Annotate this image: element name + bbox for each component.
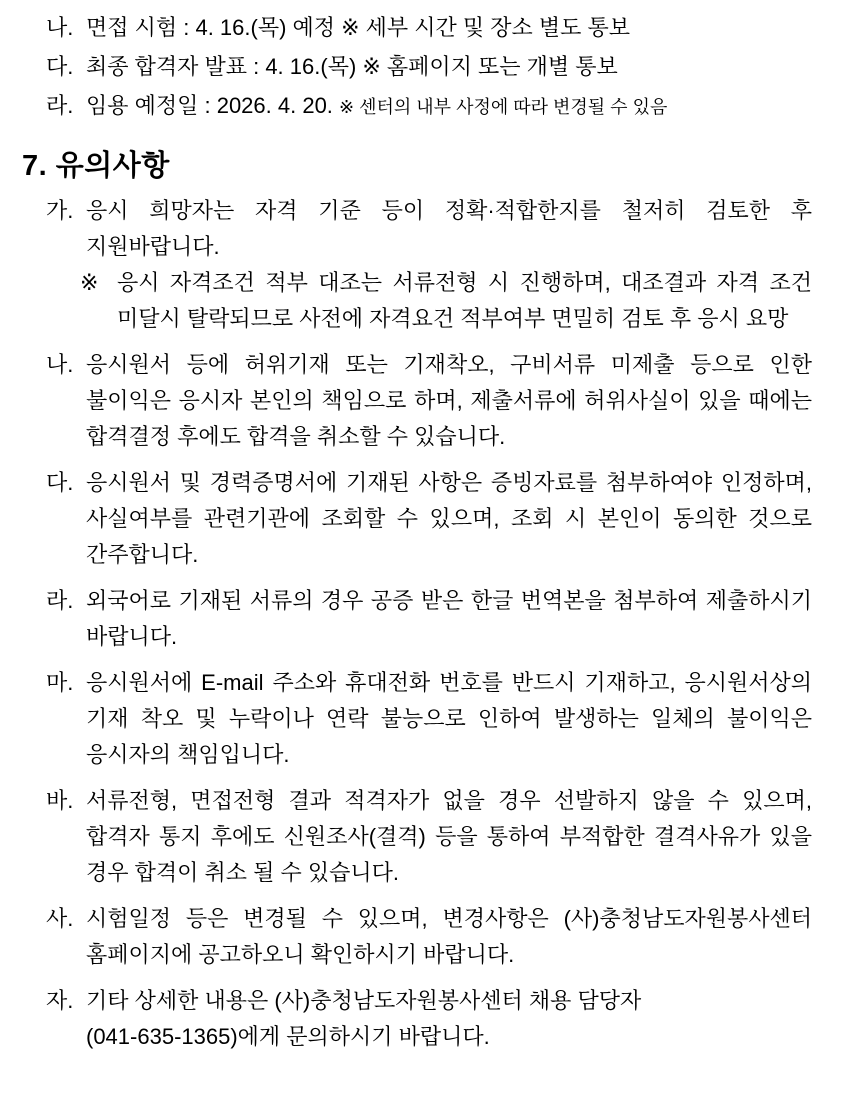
schedule-label: 다. [46,54,74,79]
reference-mark-icon: ※ [80,270,99,295]
schedule-label: 라. [46,93,74,118]
item-text: 응시원서 등에 허위기재 또는 기재착오, 구비서류 미제출 등으로 인한 불이익은 응시자 본인의 책임으로 하며, 제출서류에 허위사실이 있을 때에는 합격결정 후에도 합격을 취소할 수 있습니다. [86,352,812,449]
item-label: 다. [46,470,74,495]
schedule-text: 최종 합격자 발표 : 4. 16.(목) ※ 홈페이지 또는 개별 통보 [86,54,618,79]
item-text: 응시원서 및 경력증명서에 기재된 사항은 증빙자료를 첨부하여야 인정하며, 사실여부를 관련기관에 조회할 수 있으며, 조회 시 본인이 동의한 것으로 간주합니다. [86,470,812,567]
notice-sub-item [0,265,812,337]
notice-item [0,583,812,655]
item-text: 서류전형, 면접전형 결과 적격자가 없을 경우 선발하지 않을 수 있으며, 합격자 통지 후에도 신원조사(결격) 등을 통하여 부적합한 결격사유가 있을 경우 합격이 취소 될 수 있습니다. [86,788,812,885]
notice-item [0,665,812,773]
notice-item [0,783,812,891]
section-heading: 7. 유의사항 [22,150,170,182]
item-text: 응시 희망자는 자격 기준 등이 정확·적합한지를 철저히 검토한 후 지원바랍니다. [86,198,812,259]
notice-item [0,347,812,455]
schedule-text: 임용 예정일 : 2026. 4. 20. [86,93,333,118]
item-label: 바. [46,788,74,813]
item-label: 마. [46,670,74,695]
item-text: 외국어로 기재된 서류의 경우 공증 받은 한글 번역본을 첨부하여 제출하시기 바랍니다. [86,588,812,649]
item-text: 기타 상세한 내용은 (사)충청남도자원봉사센터 채용 담당자 [86,988,642,1013]
item-label: 사. [46,906,74,931]
notice-item [0,983,812,1055]
notice-item [0,901,812,973]
item-label: 자. [46,988,74,1013]
notice-item [0,465,812,573]
item-label: 가. [46,198,74,223]
item-label: 라. [46,588,74,613]
item-text: 시험일정 등은 변경될 수 있으며, 변경사항은 (사)충청남도자원봉사센터 홈페이지에 공고하오니 확인하시기 바랍니다. [86,906,812,967]
schedule-note: ※ 센터의 내부 사정에 따라 변경될 수 있음 [339,97,668,117]
item-text: 응시원서에 E-mail 주소와 휴대전화 번호를 반드시 기재하고, 응시원서상의 기재 착오 및 누락이나 연락 불능으로 인하여 발생하는 일체의 불이익은 응시자의 책임입니다. [86,670,812,767]
contact-phone-line: (041-635-1365)에게 문의하시기 바랍니다. [86,1024,490,1049]
item-label: 나. [46,352,74,377]
schedule-label: 나. [46,15,74,40]
schedule-line [0,10,812,46]
notice-item [0,193,812,265]
schedule-line [0,88,812,125]
sub-item-text: 응시 자격조건 적부 대조는 서류전형 시 진행하며, 대조결과 자격 조건 미달시 탈락되므로 사전에 자격요건 적부여부 면밀히 검토 후 응시 요망 [117,270,812,331]
schedule-line [0,49,812,85]
schedule-text: 면접 시험 : 4. 16.(목) 예정 ※ 세부 시간 및 장소 별도 통보 [86,15,631,40]
